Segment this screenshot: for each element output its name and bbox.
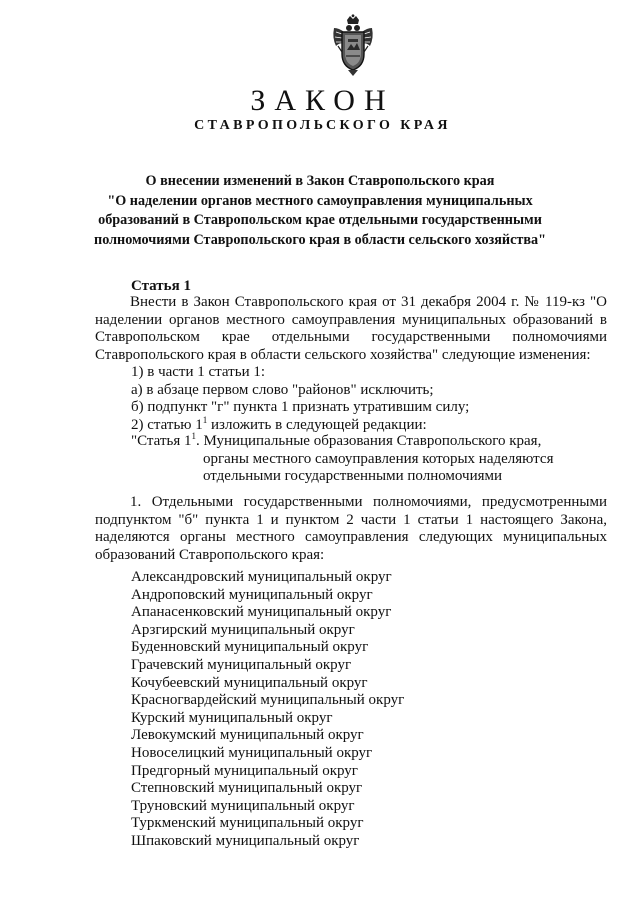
amendment-subitem: б) подпункт "г" пункта 1 признать утратившим силу;	[131, 399, 470, 416]
law-title: ЗАКОН	[250, 84, 395, 117]
list-item: Шпаковский муниципальный округ	[131, 832, 360, 849]
amendment-subitem: а) в абзаце первом слово "районов" исключить;	[131, 381, 434, 398]
inserted-article-paragraph: 1. Отдельными государственными полномочиями, предусмотренными подпунктом "б" пункта 1 и пунктом 2 части 1 статьи 1 настоящего Закона, наделяются органы местного самоуправления следующих муниципальных образований Ставропольского края:	[95, 494, 607, 563]
heading-line: "О наделении органов местного самоуправления муниципальных	[107, 192, 533, 209]
list-item: Степновский муниципальный округ	[131, 780, 363, 797]
coat-of-arms-emblem	[330, 14, 376, 78]
inserted-article-title	[131, 433, 541, 451]
list-item: Труновский муниципальный округ	[131, 797, 355, 814]
list-item: Буденновский муниципальный округ	[131, 639, 369, 656]
heading-line: образований в Ставропольском крае отдельными государственными	[98, 212, 542, 228]
law-region: СТАВРОПОЛЬСКОГО КРАЯ	[194, 118, 451, 133]
heading-line: полномочиями Ставропольского края в области сельского хозяйства"	[94, 231, 546, 248]
list-item: Арзгирский муниципальный округ	[131, 621, 355, 638]
superscript: 1	[191, 431, 196, 441]
amendment-item: 1) в части 1 статьи 1:	[131, 364, 266, 380]
list-item: Грачевский муниципальный округ	[131, 656, 352, 673]
heading-line: О внесении изменений в Закон Ставропольского края	[145, 173, 495, 189]
list-item: Красногвардейский муниципальный округ	[131, 692, 405, 709]
list-item: Предгорный муниципальный округ	[131, 762, 358, 779]
list-item: Апанасенковский муниципальный округ	[131, 604, 392, 621]
insert-text: . Муниципальные образования Ставропольского края,	[195, 433, 542, 449]
list-item: Туркменский муниципальный округ	[131, 815, 364, 832]
list-item: Кочубеевский муниципальный округ	[131, 674, 368, 691]
inserted-article-title-line: органы местного самоуправления которых наделяются	[203, 450, 554, 467]
list-item: Левокумский муниципальный округ	[131, 727, 364, 744]
amendment-item	[131, 414, 427, 435]
insert-text: "Статья 1	[131, 433, 192, 449]
list-item: Курский муниципальный округ	[131, 709, 333, 726]
document-heading	[90, 172, 550, 250]
item-text: изложить в следующей редакции:	[207, 416, 427, 433]
article-title: Статья 1	[131, 278, 191, 294]
article-intro-paragraph: Внести в Закон Ставропольского края от 31 декабря 2004 г. № 119-кз "О наделении органов местного самоуправления муниципальных образований в Ставропольском крае отдельными государственными полномочиями Ставропольского края в области сельского хозяйства" следующие изменения:	[95, 294, 607, 363]
list-item: Александровский муниципальный округ	[131, 569, 392, 585]
list-item: Новоселицкий муниципальный округ	[131, 744, 373, 761]
list-item: Андроповский муниципальный округ	[131, 586, 373, 603]
item-text: 2) статью 1	[131, 416, 203, 433]
district-list	[131, 569, 404, 851]
superscript: 1	[202, 414, 208, 425]
inserted-article-title-line: отдельными государственными полномочиями	[203, 468, 503, 485]
